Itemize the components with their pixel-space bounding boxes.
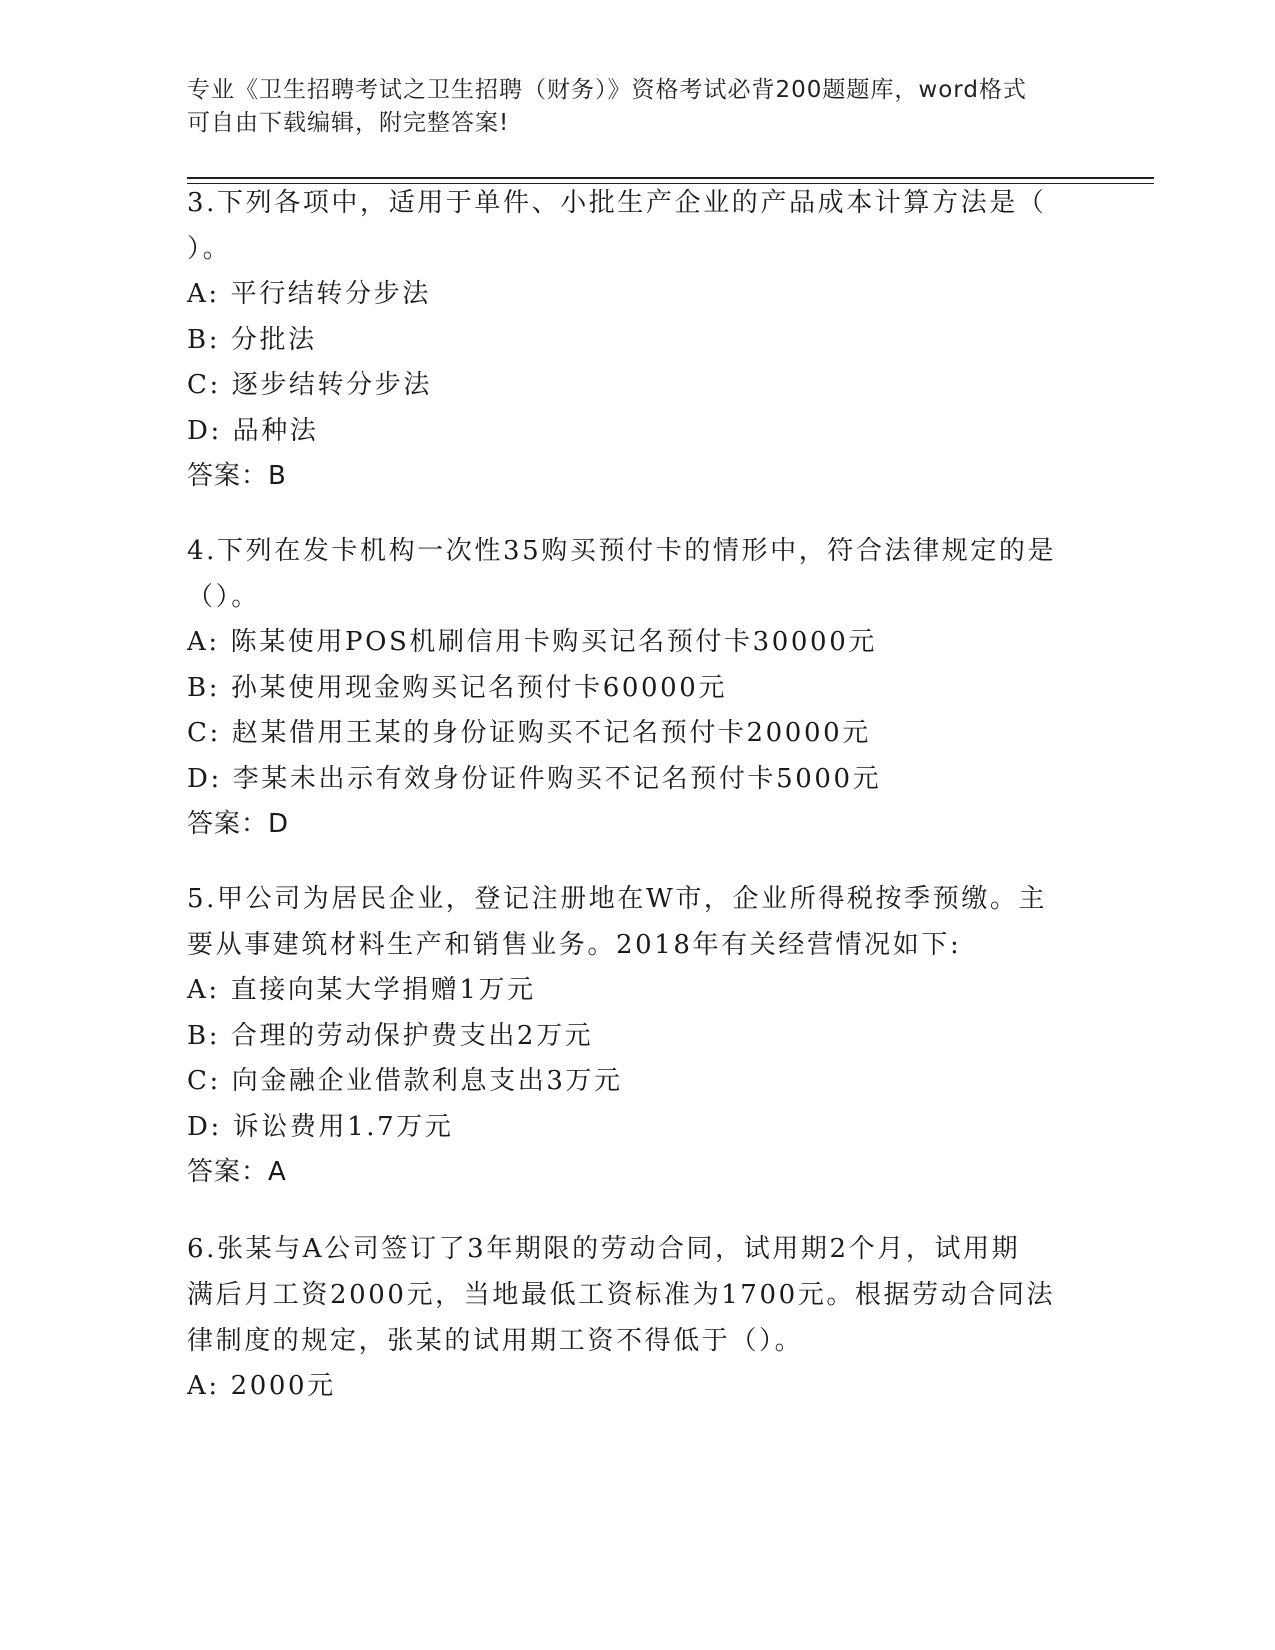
- document-header: [187, 74, 1087, 140]
- option-b: B: 合理的劳动保护费支出2万元: [187, 1020, 594, 1051]
- question-6: [187, 1226, 1087, 1410]
- option-a: A: 平行结转分步法: [187, 279, 431, 309]
- question-5: [187, 876, 1087, 1195]
- answer-label: 答案：A: [187, 1157, 287, 1187]
- option-d: D: 诉讼费用1.7万元: [187, 1111, 454, 1142]
- option-d: D: 李某未出示有效身份证件购买不记名预付卡5000元: [187, 763, 882, 794]
- option-a: A: 直接向某大学捐赠1万元: [187, 975, 536, 1005]
- question-stem-line: 满后月工资2000元，当地最低工资标准为1700元。根据劳动合同法: [187, 1280, 1056, 1310]
- option-c: C: 向金融企业借款利息支出3万元: [187, 1066, 623, 1096]
- question-stem-line: 6.张某与A公司签订了3年期限的劳动合同，试用期2个月，试用期: [187, 1234, 1021, 1264]
- option-c: C: 赵某借用王某的身份证购买不记名预付卡20000元: [187, 718, 871, 748]
- option-d: D: 品种法: [187, 415, 319, 446]
- question-stem-line: 3.下列各项中，适用于单件、小批生产企业的产品成本计算方法是（: [187, 188, 1047, 218]
- question-stem-line: （）。: [187, 582, 260, 612]
- header-line-2: 可自由下载编辑，附完整答案!: [187, 110, 510, 136]
- option-b: B: 分批法: [187, 324, 317, 355]
- answer-label: 答案：B: [187, 461, 287, 491]
- question-stem-line: 律制度的规定，张某的试用期工资不得低于（）。: [187, 1326, 804, 1356]
- question-4: [187, 528, 1087, 847]
- question-stem-line: 4.下列在发卡机构一次性35购买预付卡的情形中，符合法律规定的是: [187, 536, 1057, 566]
- question-stem-line: 5.甲公司为居民企业，登记注册地在W市，企业所得税按季预缴。主: [187, 884, 1048, 914]
- header-line-1: 专业《卫生招聘考试之卫生招聘（财务）》资格考试必背200题题库，word格式: [187, 77, 1027, 103]
- question-stem-line: ）。: [187, 234, 232, 264]
- option-a: A: 2000元: [187, 1371, 336, 1401]
- option-b: B: 孙某使用现金购买记名预付卡60000元: [187, 672, 728, 703]
- question-stem-line: 要从事建筑材料生产和销售业务。2018年有关经营情况如下:: [187, 930, 962, 960]
- option-c: C: 逐步结转分步法: [187, 370, 432, 400]
- answer-label: 答案：D: [187, 809, 290, 839]
- header-rule-thick: [187, 177, 1154, 179]
- question-3: [187, 180, 1087, 499]
- option-a: A: 陈某使用POS机刷信用卡购买记名预付卡30000元: [187, 627, 877, 657]
